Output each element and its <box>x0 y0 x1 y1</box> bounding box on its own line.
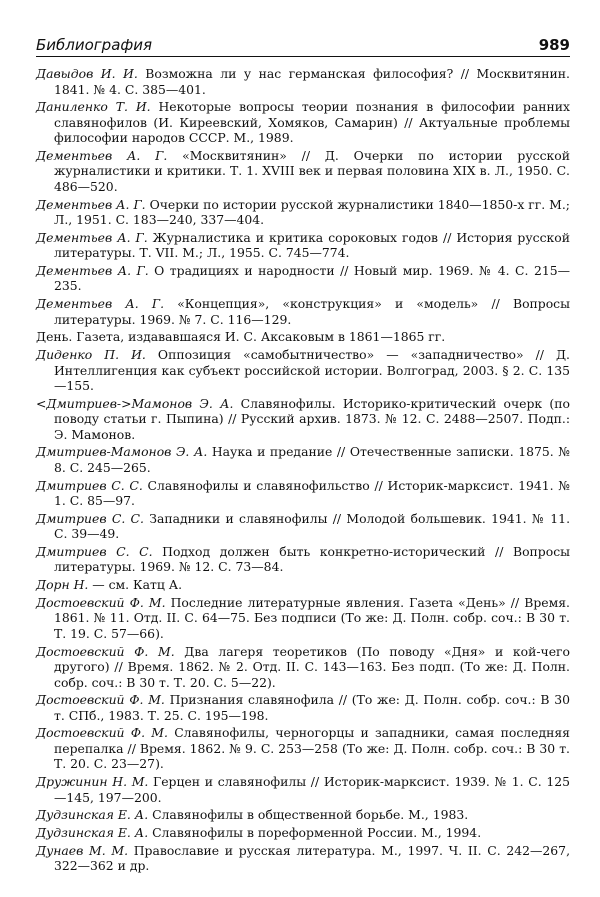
running-header <box>36 32 570 57</box>
entry-text: Признания славянофила // (То же: Д. Полн. собр. соч.: В 30 т. СПб., 1983. Т. 25. С. 195—198. <box>54 692 570 723</box>
entry-author: Достоевский Ф. М. <box>36 725 168 741</box>
bibliography-entry <box>36 825 570 841</box>
entry-text: Наука и предание // Отечественные записки. 1875. № 8. С. 245—265. <box>54 444 570 475</box>
entry-author: Дудзинская Е. А. <box>36 824 149 840</box>
entry-text: Некоторые вопросы теории познания в философии ранних славянофилов (И. Киреевский, Хомяков, Самарин) // Актуальные проблемы философии народов СССР. М., 1989. <box>54 99 570 146</box>
entry-text: Последние литературные явления. Газета «День» // Время. 1861. № 11. Отд. II. С. 64—75. Без подписи (То же: Д. Полн. собр. соч.: В 30 т. Т. 19. С. 57—66). <box>54 594 570 641</box>
bibliography-entry <box>36 329 570 345</box>
entry-text: Славянофилы, черногорцы и западники, самая последняя перепалка // Время. 1862. № 9. С. 253—258 (То же: Д. Полн. собр. соч.: В 30 т. Т. 20. С. 23—27). <box>54 725 570 772</box>
entry-text: Журналистика и критика сороковых годов // История русской литературы. Т. VII. М.; Л., 1955. С. 745—774. <box>54 229 570 261</box>
entry-author: Дружинин Н. М. <box>36 774 149 790</box>
page-number: 989 <box>538 36 570 54</box>
entry-text: Оппозиция «самобытничество» — «западничество» // Д. Интеллигенция как субъект российской истории. Волгоград, 2003. § 2. С. 135—155. <box>54 347 570 393</box>
bibliography-entry <box>36 197 570 228</box>
entry-text: Подход должен быть конкретно-исторический // Вопросы литературы. 1969. № 12. С. 73—84. <box>54 543 570 575</box>
bibliography-entry <box>36 644 570 691</box>
entry-text: О традициях и народности // Новый мир. 1969. № 4. С. 215—235. <box>54 262 571 294</box>
bibliography-entry <box>36 99 570 146</box>
bibliography-entry <box>36 544 570 575</box>
entry-text: Славянофилы. Историко-критический очерк (по поводу статьи г. Пыпина) // Русский архив. 1873. № 12. С. 2488—2507. Подп.: Э. Мамонов. <box>54 395 570 442</box>
bibliography-entry <box>36 230 570 261</box>
bibliography-entry <box>36 396 570 443</box>
bibliography-list <box>36 66 570 876</box>
entry-text: Православие и русская литература. М., 1997. Ч. II. С. 242—267, 322—362 и др. <box>54 842 571 874</box>
bibliography-entry <box>36 774 570 805</box>
entry-author: Дорн Н. <box>36 577 89 593</box>
entry-text: Славянофилы в пореформенной России. М., 1994. <box>148 824 482 840</box>
bibliography-entry <box>36 296 570 327</box>
entry-author: Дементьев А. Г. <box>36 196 146 212</box>
entry-text: Очерки по истории русской журналистики 1840—1850-х гг. М.; Л., 1951. С. 183—240, 337—404. <box>54 196 570 228</box>
entry-text: Два лагеря теоретиков (По поводу «Дня» и кой-чего другого) // Время. 1862. № 2. Отд. II. С. 143—163. Без подп. (То же: Д. Полн. собр. соч.: В 30 т. Т. 20. С. 5—22). <box>54 643 570 690</box>
entry-text: Славянофилы и славянофильство // Историк-марксист. 1941. № 1. С. 85—97. <box>54 477 570 509</box>
entry-author: Дементьев А. Г. <box>36 262 149 278</box>
entry-author: Дементьев А. Г. <box>36 147 168 163</box>
bibliography-entry <box>36 843 570 874</box>
bibliography-entry <box>36 66 570 97</box>
entry-author: Достоевский Ф. М. <box>36 643 175 659</box>
bibliography-entry <box>36 577 570 593</box>
entry-text: — см. Катц А. <box>88 577 183 593</box>
entry-text: День. Газета, издававшаяся И. С. Аксаковым в 1861—1865 гг. <box>36 329 446 345</box>
bibliography-entry <box>36 595 570 642</box>
bibliography-entry <box>36 347 570 394</box>
entry-author: Давыдов И. И. <box>36 66 138 81</box>
section-title: Библиография <box>36 36 152 54</box>
entry-author: Достоевский Ф. М. <box>36 692 165 708</box>
bibliography-entry <box>36 263 570 294</box>
entry-author: <Дмитриев->Мамонов Э. А. <box>36 395 234 411</box>
entry-text: Западники и славянофилы // Молодой большевик. 1941. № 11. С. 39—49. <box>54 510 571 542</box>
entry-text: Славянофилы в общественной борьбе. М., 1983. <box>148 807 469 823</box>
entry-author: Даниленко Т. И. <box>36 99 151 115</box>
entry-text: «Концепция», «конструкция» и «модель» // Вопросы литературы. 1969. № 7. С. 116—129. <box>54 296 570 327</box>
entry-author: Дементьев А. Г. <box>36 229 148 245</box>
entry-author: Дмитриев С. С. <box>36 510 144 526</box>
entry-author: Дмитриев С. С. <box>36 543 153 559</box>
bibliography-entry <box>36 444 570 475</box>
entry-author: Дементьев А. Г. <box>36 296 165 312</box>
entry-text: Возможна ли у нас германская философия? // Москвитянин. 1841. № 4. С. 385—401. <box>54 66 570 97</box>
entry-author: Дудзинская Е. А. <box>36 807 149 823</box>
bibliography-entry <box>36 511 570 542</box>
bibliography-entry <box>36 692 570 723</box>
entry-author: Дунаев М. М. <box>36 842 129 858</box>
bibliography-entry <box>36 478 570 509</box>
bibliography-entry <box>36 148 570 195</box>
entry-text: Герцен и славянофилы // Историк-марксист. 1939. № 1. С. 125—145, 197—200. <box>54 774 570 805</box>
entry-author: Дмитриев С. С. <box>36 477 143 493</box>
entry-author: Дмитриев-Мамонов Э. А. <box>36 444 208 460</box>
bibliography-entry <box>36 725 570 772</box>
bibliography-entry <box>36 807 570 823</box>
entry-text: «Москвитянин» // Д. Очерки по истории русской журналистики и критики. Т. 1. XVIII век и первая половина XIX в. Л., 1950. С. 486—520. <box>54 147 570 194</box>
entry-author: Достоевский Ф. М. <box>36 594 166 610</box>
entry-author: Диденко П. И. <box>36 347 146 362</box>
